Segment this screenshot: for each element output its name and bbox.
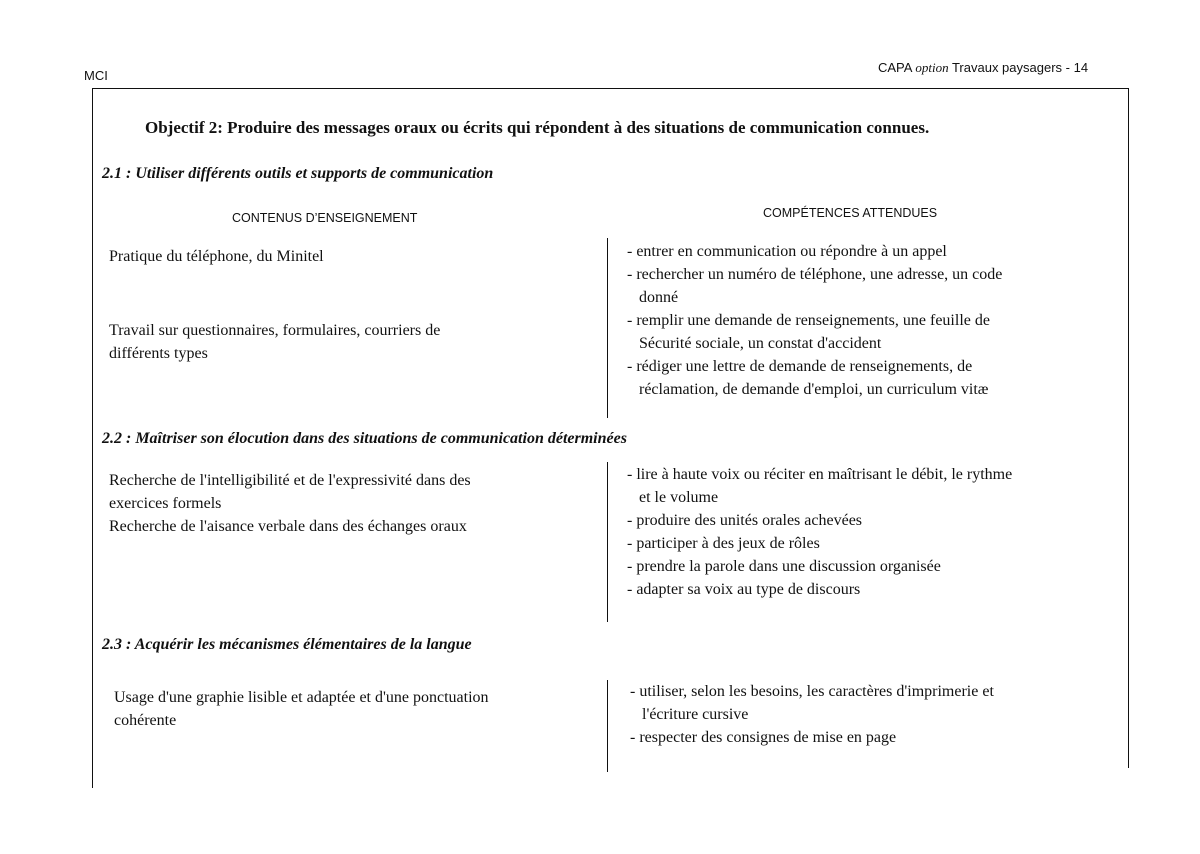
header-option: option bbox=[915, 60, 949, 75]
section-2-2-competences bbox=[627, 463, 1012, 601]
section-2-2-content-1 bbox=[109, 469, 471, 538]
competence-item: - rechercher un numéro de téléphone, une adresse, un code bbox=[627, 266, 1003, 283]
frame-left-border bbox=[92, 88, 93, 788]
content-line: cohérente bbox=[114, 712, 177, 729]
header-diploma: CAPA bbox=[878, 60, 912, 75]
competence-item: - respecter des consignes de mise en page bbox=[630, 729, 897, 746]
competence-item-continued: Sécurité sociale, un constat d'accident bbox=[639, 335, 882, 352]
competence-item: - entrer en communication ou répondre à un appel bbox=[627, 243, 947, 260]
content-line: différents types bbox=[109, 345, 208, 362]
competence-item-continued: et le volume bbox=[639, 489, 719, 506]
competence-item: - utiliser, selon les besoins, les caractères d'imprimerie et bbox=[630, 683, 994, 700]
column-divider bbox=[607, 238, 608, 418]
objective-title: Objectif 2: Produire des messages oraux ou écrits qui répondent à des situations de communication connues. bbox=[145, 118, 930, 137]
module-code: MCI bbox=[84, 68, 108, 83]
column-divider bbox=[607, 462, 608, 622]
frame-right-border bbox=[1128, 88, 1129, 768]
column-header-contents: CONTENUS D’ENSEIGNEMENT bbox=[232, 211, 418, 225]
section-2-3-competences bbox=[630, 680, 994, 749]
competence-item-continued: donné bbox=[639, 289, 679, 306]
frame-top-border bbox=[92, 88, 1129, 89]
content-line: Recherche de l'intelligibilité et de l'expressivité dans des bbox=[109, 472, 471, 489]
competence-item: - lire à haute voix ou réciter en maîtrisant le débit, le rythme bbox=[627, 466, 1013, 483]
content-line: Recherche de l'aisance verbale dans des échanges oraux bbox=[109, 518, 467, 535]
competence-item: - participer à des jeux de rôles bbox=[627, 535, 820, 552]
content-line: Usage d'une graphie lisible et adaptée et d'une ponctuation bbox=[114, 689, 489, 706]
competence-item: - produire des unités orales achevées bbox=[627, 512, 863, 529]
section-2-1-title: 2.1 : Utiliser différents outils et supports de communication bbox=[102, 165, 494, 182]
content-line: exercices formels bbox=[109, 495, 222, 512]
section-2-3-title: 2.3 : Acquérir les mécanismes élémentaires de la langue bbox=[102, 636, 472, 653]
content-line: Travail sur questionnaires, formulaires, courriers de bbox=[109, 322, 441, 339]
competence-item-continued: l'écriture cursive bbox=[642, 706, 749, 723]
competence-item: - adapter sa voix au type de discours bbox=[627, 581, 861, 598]
section-2-3-content-1 bbox=[114, 686, 489, 732]
competence-item: - remplir une demande de renseignements, une feuille de bbox=[627, 312, 990, 329]
section-2-1-content-2 bbox=[109, 319, 440, 365]
header-subject-page: Travaux paysagers - 14 bbox=[951, 60, 1089, 75]
content-line: Pratique du téléphone, du Minitel bbox=[109, 248, 324, 265]
section-2-1-competences bbox=[627, 240, 1002, 401]
column-header-competences: COMPÉTENCES ATTENDUES bbox=[763, 206, 938, 220]
competence-item: - rédiger une lettre de demande de renseignements, de bbox=[627, 358, 973, 375]
column-divider bbox=[607, 680, 608, 772]
section-2-2-title: 2.2 : Maîtriser son élocution dans des situations de communication déterminées bbox=[102, 430, 627, 447]
competence-item: - prendre la parole dans une discussion organisée bbox=[627, 558, 941, 575]
competence-item-continued: réclamation, de demande d'emploi, un curriculum vitæ bbox=[639, 381, 989, 398]
page-header bbox=[878, 60, 1088, 76]
section-2-1-content-1 bbox=[109, 245, 324, 268]
